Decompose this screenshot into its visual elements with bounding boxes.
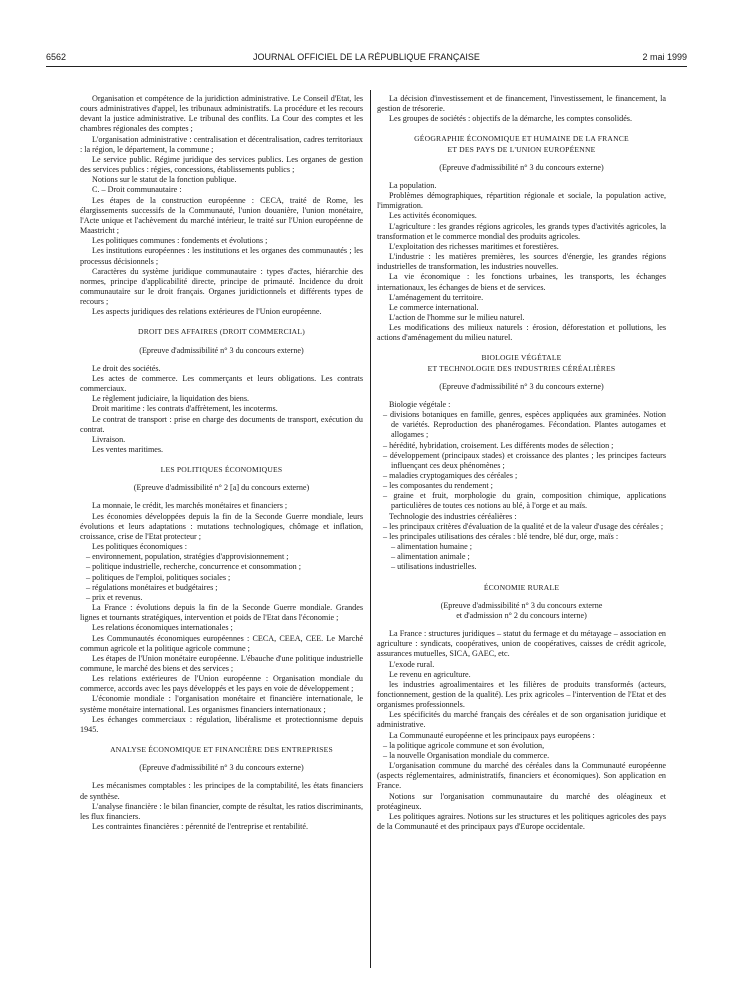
section-droit-des-affaires (80, 327, 363, 455)
list-item: – la politique agricole commune et son évolution, (383, 740, 545, 750)
list-item: – les principales utilisations des cérales : blé tendre, blé dur, orge, maïs : (383, 531, 619, 541)
droit-administratif-continuation (80, 94, 363, 317)
section-title: LES POLITIQUES ÉCONOMIQUES (160, 465, 283, 475)
paragraph: Technologie des industries céréalières : (389, 511, 517, 521)
list-item: – graine et fruit, morphologie du grain, composition chimique, applications particulières de toutes ces notions au blé, à l'orge et au maïs. (383, 491, 666, 511)
section-title: GÉOGRAPHIE ÉCONOMIQUE ET HUMAINE DE LA FRANCE (414, 134, 629, 144)
paragraph: L'agriculture : les grandes régions agricoles, les grands types d'activités agricoles, la transformation et le commerce mondial des produits agricoles. (377, 221, 666, 241)
paragraph: Les politiques communes : fondements et évolutions ; (92, 236, 268, 246)
paragraph: Les spécificités du marché français des céréales et de son organisation juridique et administrative. (377, 710, 666, 730)
section-analyse-economique (80, 745, 363, 832)
section-title-line-2: ET TECHNOLOGIE DES INDUSTRIES CÉRÉALIÈRES (427, 363, 616, 373)
list-item: – prix et revenus. (86, 592, 143, 602)
paragraph: L'organisation administrative : centralisation et décentralisation, cadres territoriaux : la région, le département, la commune ; (80, 134, 363, 154)
paragraph: Les relations économiques internationales ; (92, 623, 233, 633)
paragraph: Livraison. (92, 434, 126, 444)
paragraph: Le droit des sociétés. (92, 363, 161, 373)
paragraph: Les économies développées depuis la fin de la Seconde Guerre mondiale, leurs évolutions et leurs adaptations : mutations technologiques, chômage et inflation, croissance, crise de l'Etat protecteur ; (80, 511, 363, 541)
paragraph: Le commerce international. (389, 302, 479, 312)
list-item: – maladies cryptogamiques des céréales ; (383, 471, 518, 480)
paragraph: Les mécanismes comptables : les principes de la comptabilité, les états financiers de synthèse. (80, 781, 363, 801)
paragraph: Le règlement judiciaire, la liquidation des biens. (92, 394, 250, 404)
paragraph: Les groupes de sociétés : objectifs de la démarche, les comptes consolidés. (389, 114, 632, 124)
section-title-line-2: ET DES PAYS DE L'UNION EUROPÉENNE (447, 144, 596, 154)
section-subtitle: (Epreuve d'admissibilité n° 3 du concours externe (440, 600, 603, 610)
paragraph: L'analyse financière : le bilan financier, compte de résultat, les ratios discriminants, les flux financiers. (80, 801, 363, 821)
section-biologie-vegetale (377, 353, 666, 572)
paragraph: Les aspects juridiques des relations extérieures de l'Union européenne. (92, 307, 322, 317)
list-item: – politique industrielle, recherche, concurrence et consommation ; (86, 562, 302, 572)
section-subtitle: (Epreuve d'admissibilité n° 3 du concours externe) (139, 763, 304, 773)
section-title: BIOLOGIE VÉGÉTALE (481, 353, 562, 363)
paragraph: Droit maritime : les contrats d'affrètement, les incoterms. (92, 404, 278, 414)
paragraph: Les étapes de l'Union monétaire européenne. L'ébauche d'une politique industrielle commune, le marché des biens et des services ; (80, 653, 363, 673)
page-number: 6562 (46, 52, 67, 62)
paragraph: L'action de l'homme sur le milieu naturel. (389, 312, 525, 322)
paragraph: La France : évolutions depuis la fin de la Seconde Guerre mondiale. Grandes lignes et tournants stratégiques, intervention et poids de l'Etat dans l'économie ; (80, 603, 363, 623)
paragraph: Notions sur le statut de la fonction publique. (92, 175, 237, 185)
paragraph: Les échanges commerciaux : régulation, libéralisme et protectionnisme depuis 1945. (80, 714, 363, 734)
header-rule (46, 66, 687, 67)
paragraph: La décision d'investissement et de financement, l'investissement, le financement, la gestion de trésorerie. (377, 94, 666, 114)
paragraph: Les relations extérieures de l'Union européenne : Organisation mondiale du commerce, accords avec les pays développés et les pays en voie de développement ; (80, 674, 363, 694)
paragraph: Les institutions européennes : les institutions et les organes des communautés ; les processus décisionnels ; (80, 246, 363, 266)
paragraph: La Communauté européenne et les principaux pays européens : (389, 730, 595, 740)
paragraph: L'exode rural. (389, 659, 435, 669)
right-column (377, 94, 666, 832)
journal-title: JOURNAL OFFICIEL DE LA RÉPUBLIQUE FRANÇAISE (253, 52, 480, 62)
section-subtitle: (Epreuve d'admissibilité n° 3 du concours externe) (439, 162, 604, 172)
list-item: – les principaux critères d'évaluation de la qualité et de la valeur d'usage des céréales ; (383, 521, 664, 531)
list-item: – environnement, population, stratégies d'approvisionnement ; (86, 552, 289, 562)
list-item: – la nouvelle Organisation mondiale du commerce. (383, 750, 550, 760)
section-title: DROIT DES AFFAIRES (DROIT COMMERCIAL) (138, 327, 305, 337)
paragraph: L'économie mondiale : l'organisation monétaire et financière internationale, le système monétaire international. Les organismes financiers internationaux ; (80, 694, 363, 714)
section-economie-rurale (377, 583, 666, 833)
issue-date: 2 mai 1999 (642, 52, 687, 62)
section-subtitle: (Epreuve d'admissibilité n° 3 du concours externe) (139, 345, 304, 355)
sub-list-item: – alimentation humaine ; (391, 542, 473, 552)
paragraph: Notions sur l'organisation communautaire du marché des oléagineux et protéagineux. (377, 791, 666, 811)
section-geographie-economique (377, 134, 666, 343)
paragraph: Les politiques économiques : (92, 542, 188, 552)
section-title: ANALYSE ÉCONOMIQUE ET FINANCIÈRE DES ENTREPRISES (110, 745, 333, 755)
column-divider (370, 90, 371, 968)
section-subtitle: (Epreuve d'admissibilité n° 3 du concours externe) (439, 381, 604, 391)
section-politiques-economiques (80, 465, 363, 735)
section-title: ÉCONOMIE RURALE (483, 582, 560, 592)
list-item: – hérédité, hybridation, croisement. Les différents modes de sélection ; (383, 440, 614, 450)
list-item: – divisions botaniques en famille, genres, espèces appliquées aux graminées. Notion de variétés. Reproduction des phanérogames. Fécondation. Plantes autogames et allogames ; (383, 410, 666, 440)
paragraph: La monnaie, le crédit, les marchés monétaires et financiers ; (92, 501, 288, 511)
sub-list-item: – utilisations industrielles. (391, 562, 477, 572)
sub-list-item: – alimentation animale ; (391, 552, 470, 562)
paragraph: les industries agroalimentaires et les filières de produits transformés (acteurs, fonctionnement, gestion de la qualité). Les prix agricoles – l'intervention de l'Etat et des organismes professionnels. (377, 679, 666, 710)
list-item: – politiques de l'emploi, politiques sociales ; (86, 572, 231, 582)
paragraph: Les activités économiques. (389, 211, 477, 221)
paragraph: Organisation et compétence de la juridiction administrative. Le Conseil d'Etat, les cours administratives d'appel, les tribunaux administratifs. La procédure et les recours devant la justice administrative. Le tribunal des conflits. La Cour des comptes et les chambres régionales des comptes ; (80, 94, 363, 134)
paragraph: Les politiques agraires. Notions sur les structures et les politiques agricoles des pays de la Communauté et des principaux pays d'Europe occidentale. (377, 811, 666, 831)
left-column (80, 94, 363, 832)
paragraph: Le service public. Régime juridique des services publics. Les organes de gestion des services publics : régies, concessions, établissements publics ; (80, 154, 363, 175)
paragraph: L'industrie : les matières premières, les sources d'énergie, les grandes régions industrielles de transformation, les industries nouvelles. (377, 252, 666, 272)
paragraph: Les Communautés économiques européennes : CECA, CEEA, CEE. Le Marché commun agricole et la politique agricole commune ; (80, 633, 363, 653)
list-item: – régulations monétaires et budgétaires ; (86, 582, 218, 592)
section-subtitle: (Epreuve d'admissibilité n° 2 [a] du concours externe) (133, 483, 310, 493)
paragraph: La vie économique : les fonctions urbaines, les transports, les échanges internationaux, les échanges de biens et de services. (377, 272, 666, 292)
paragraph: L'aménagement du territoire. (389, 292, 484, 302)
paragraph: Les contraintes financières : pérennité de l'entreprise et rentabilité. (92, 822, 309, 831)
section-subtitle-line-2: et d'admission n° 2 du concours interne) (456, 610, 587, 620)
paragraph: Les modifications des milieux naturels : érosion, déforestation et pollutions, les actions d'aménagement du milieu naturel. (377, 323, 666, 343)
paragraph: La France : structures juridiques – statut du fermage et du métayage – association en agriculture : syndicats, coopératives, union de coopératives, caisses de crédit agricole, assurances mutuelles, SICA, GAEC, etc. (377, 629, 666, 659)
analyse-economique-continuation (377, 94, 666, 124)
paragraph: Caractères du système juridique communautaire : types d'actes, hiérarchie des normes, principe d'applicabilité directe, principe de primauté. Incidence du droit communautaire sur le droit français. Organes juridictionnels et différents types de recours ; (80, 266, 363, 307)
paragraph: Biologie végétale : (389, 399, 451, 409)
paragraph: Les ventes maritimes. (92, 445, 164, 454)
list-item: – développement (principaux stades) et croissance des plantes ; les principes facteurs influençant ces deux phénomènes ; (383, 450, 666, 470)
paragraph: Le contrat de transport : prise en charge des documents de transport, exécution du contrat. (80, 414, 363, 434)
paragraph: Le revenu en agriculture. (389, 669, 471, 679)
subsection-heading: C. – Droit communautaire : (92, 185, 182, 195)
paragraph: Problèmes démographiques, répartition régionale et sociale, la population active, l'immigration. (377, 191, 666, 211)
paragraph: La population. (389, 180, 437, 190)
list-item: – les composantes du rendement ; (383, 481, 493, 491)
paragraph: Les actes de commerce. Les commerçants et leurs obligations. Les contrats commerciaux. (80, 373, 363, 394)
paragraph: Les étapes de la construction européenne : CECA, traité de Rome, les élargissements successifs de la Communauté, l'union douanière, l'union monétaire, l'Acte unique et l'achèvement du marché intérieur, le traité sur l'Union européenne de Maastricht ; (80, 195, 363, 236)
page-header (46, 52, 687, 66)
paragraph: L'organisation commune du marché des céréales dans la Communauté européenne (aspects réglementaires, administratifs, financiers et économiques). Son application en France. (377, 761, 666, 791)
paragraph: L'exploitation des richesses maritimes et forestières. (389, 241, 559, 251)
